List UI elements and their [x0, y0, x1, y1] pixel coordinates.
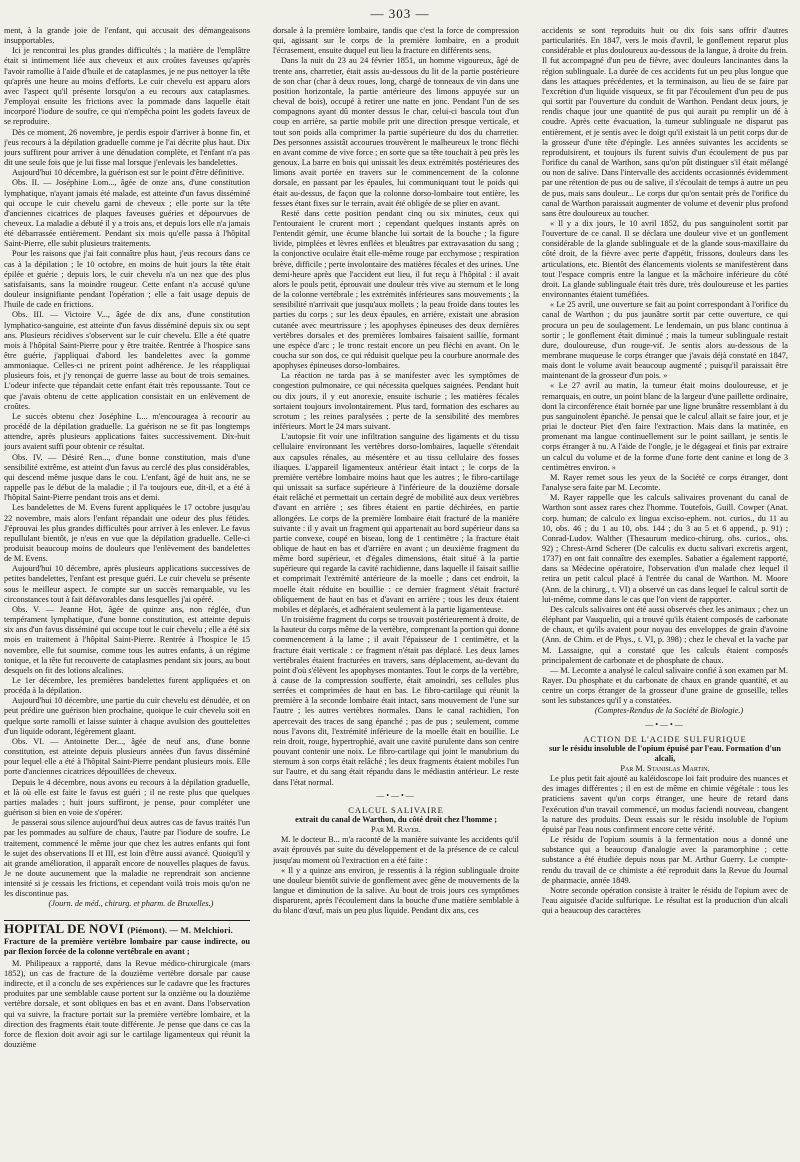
paragraph: Les bandelettes de M. Evens furent appliquées le 17 octobre jusqu'au 22 novembre, mais alors l'enfant répandait une odeur des plus fétides. J'éprouvai les plus grandes difficultés pour arriver à les enlever. Le favus repullulant bientôt, je n'eus en vue que la dépilation graduelle. Celle-ci produisit beaucoup moins de douleurs que l'enlèvement des bandelettes de M. Evens. [4, 503, 250, 564]
source-citation: (Comptes-Rendus de la Société de Biologie.) [594, 706, 744, 716]
ornament-divider: —•—•— [376, 790, 416, 800]
column-middle [273, 26, 519, 1156]
paragraph: Des calculs salivaires ont été aussi observés chez les animaux ; chez un éléphant par Vauquelin, qui a trouvé qu'ils étaient composés de carbonate de chaux, et qu'ils avaient pour noyau des enveloppes de grain d'avoine (Ann. de Chim. et de Phys., t. VI, p. 398) ; chez le cheval et la vache par M. Lassaigne, qui a constaté que les calculs étaient composés principalement de carbonate et de phosphate de chaux. [542, 604, 788, 665]
article-title: Fracture de la première vertèbre lombaire par cause indirecte, ou par flexion forcée de la colonne vertébrale en avant ; [4, 936, 250, 956]
paragraph: Un troisième fragment du corps se trouvait postérieurement à droite, de la hauteur du corps même de la vertèbre, comprenant la portion qui donne commencement à la lame ; il avait l'épaisseur de 1 centimètre, et la fracture était verticale : ce fragment n'était pas déplacé. Les deux lames vertébrales étaient fracturées en travers, sans déplacement, au-devant du point d'où s'élèvent les apophyses montantes. Tout le corps de la vertèbre, à cause de la compression soufferte, était amoindri, ses cellules plus serrées et comprimées de haut en bas. Le fibro-cartilage qui réunit la première à la seconde lombaire était intact, sans mouvement de l'une sur l'autre ; les autres vertèbres normales. Dans le canal rachidien, l'on apercevait des traces de sang épanché ; pas de pus ; seulement, comme nous l'avons dit, l'extrémité inférieure de la moelle était en bouillie. Le rein droit, rouge, hypertrophié, avait une cavité purulente dans son centre pouvant contenir une noix. Le fibro-cartilage qui joint le manubrium du sternum à son corps était relâché ; les deux fragments étaient mobiles l'un sur l'autre, et du sang était répandu dans le médiastin antérieur. Le reste dans l'état normal. [273, 615, 519, 787]
paragraph: Pour les raisons que j'ai fait connaître plus haut, j'eus recours dans ce cas à la dépilation ; le 10 octobre, en moins de huit jours la tête était épilée et guérie ; depuis lors, le cuir chevelu n'a un nez que des plus satisfaisants, sans la moindre rougeur. Cette enfant n'a accusé qu'une douleur insignifiante pendant l'opération ; elle a fait usage depuis de l'huile de cade en frictions. [4, 249, 250, 310]
paragraph: M. Rayer rappelle que les calculs salivaires provenant du canal de Warthon sont assez rares chez l'homme. Toutefois, Guill. Cowper (Anat. corp. human; de calculo ex lingua exciso-ephem. not. curios., du 11 au 10, obs. 46 ; du 1 au 10, obs. 144 ; du 3 au 5 et 6 append., p. 91) ; Conrad-Ludov. Walther (Thesaurum medico-chirurg. obs. curios., obs. 92) ; Chrest-Arnd Scherer (De calculis ex ductu salivari excretis argent, 1737) en ont fait connaître des exemples. Sabatier a également rapporté, dans sa Médecine opératoire, l'observation d'un malade chez lequel il retira un petit calcul placé à l'entrée du canal de Warthon. M. Moore (Ann. de la chirurg., t. VI) a observé un cas dans lequel le calcul sortit de lui-même, comme dans le cas que l'on vient de rapporter. [542, 493, 788, 604]
section-heading: CALCUL SALIVAIRE [348, 804, 444, 815]
paragraph: Depuis le 4 décembre, nous avons eu recours à la dépilation graduelle, et là où elle est faite le favus est guéri ; il ne reste plus que quelques parties malades ; huit jours suffiront, je pense, pour compléter une guérison si bien en voie de s'opérer. [4, 777, 250, 818]
section-subtitle: (Piémont). — M. Melchiori. [127, 924, 233, 935]
column-left-body [4, 26, 250, 899]
paragraph: Le succès obtenu chez Joséphine L... m'encouragea à recourir au procédé de la dépilation graduelle. La guérison ne se fit pas longtemps attendre, après plusieurs applications faites successivement. Dix-huit jours avaient suffi pour obtenir ce résultat. [4, 411, 250, 452]
paragraph: Obs. V. — Jeanne Hot, âgée de quinze ans, non réglée, d'un tempérament lymphatique, d'une bonne constitution, est atteinte depuis six ans d'un favus disséminé qui occupe tout le cuir chevelu ; elle a été six mois en traitement à l'hôpital Saint-Pierre. Rentrée à l'hospice le 15 novembre, elle fut soumise, comme tous les autres enfants, à un régime tonique, et la tête fut recouverte de cataplasmes pendant six jours, au bout desquels on fit des lotions alcalines. [4, 604, 250, 675]
paragraph: Notre seconde opération consiste à traiter le résidu de l'opium avec de l'eau aiguisée d'acide sulfurique. Le résultat est la production d'un alcali qui a beaucoup des caractères [542, 885, 788, 916]
column-middle-body [273, 26, 519, 788]
article-author: Par M. Rayer. [371, 825, 421, 835]
paragraph: M. Rayer remet sous les yeux de la Société ce corps étranger, dont l'analyse sera faite par M. Lecomte. [542, 472, 788, 493]
paragraph: « Il y a dix jours, le 10 avril 1852, du pus sanguinolent sortit par l'ouverture de ce canal. Il se déclara une douleur vive et un gonflement considérable de la glande sublinguale et de la glande sous-maxillaire du côté droit, de la fièvre avec perte d'appétit, frissons, douleurs dans les articulations, etc. Bientôt des élancements violents se manifestèrent dans tout l'espace compris entre la langue et la mâchoire inférieure du côté droit. La glande sublinguale était très dure, très douloureuse et les parties environnantes étaient tuméfiées. [542, 218, 788, 300]
paragraph: « Le 25 avril, une ouverture se fait au point correspondant à l'orifice du canal de Warthon ; du pus jaunâtre sortit par cette ouverture, ce qui procura un peu de soulagement. Le lendemain, un pus blanc continua à sortir ; le gonflement était diminué ; mais la tumeur sublinguale restait dure, douloureuse, d'un rouge-vif. Je sentis alors au-dessous de la membrane muqueuse le corps étranger que j'avais déjà constaté en 1847, mais dont le volume avait beaucoup augmenté ; puisqu'il paraissait être maintenant de la grosseur d'un pois. » [542, 300, 788, 381]
article-title: sur le résidu insoluble de l'opium épuisé par l'eau. Formation d'un alcali, [549, 743, 781, 763]
paragraph: Dès ce moment, 26 novembre, je perdis espoir d'arriver à bonne fin, et j'eus recours à la dépilation graduelle comme je l'ai décrite plus haut. Dix jours suffirent pour arriver à une dénudation complète, et l'enfant n'a pas dit une seule fois que je lui fisse mal lorsque j'enlevais les bandelettes. [4, 127, 250, 168]
paragraph: ment, à la grande joie de l'enfant, qui accusait des démangeaisons insupportables. [4, 26, 250, 46]
paragraph: Aujourd'hui 10 décembre, une partie du cuir chevelu est dénudée, et on peut prédire une guérison bien prochaine, quoique le cuir chevelu soit en quelque sorte ramolli et laisse suinter à chaque avulsion des gouttelettes d'un liquide odorant, légèrement glaant. [4, 696, 250, 736]
paragraph: « Le 27 avril au matin, la tumeur était moins douloureuse, et je remarquais, en outre, un point blanc de la largeur d'une paillette ordinaire, dont la circonférence était bornée par une ligne brunâtre ressemblant à du pus sanguinolent épanché. Je pensai que le calcul allait se faire jour, et je priai le docteur Piet d'en faire l'extraction. Mais dans la matinée, en promenant ma langue continuellement sur le point saillant, je sentis le corps étranger à nu. A l'aide de l'ongle, je le dégageai et finis par extraire un calcul du volume et de la forme d'une forte dent canine et long de 3 centimètres environ. » [542, 381, 788, 472]
paragraph: accidents se sont reproduits huit ou dix fois sans offrir d'autres particularités. En 1847, vers le mois d'avril, le gonflement reparut plus considérable et plus douloureux au-dessous de la langue, à droite du frein. Il fut accompagné d'un peu de fièvre, avec douleurs lancinantes dans la région sublinguale. La durée de ces accidents fut un peu plus longue que dans les attaques précédentes, et la terminaison, au lieu de se faire par l'excrétion d'un liquide visqueux, se fit par l'écoulement d'un peu de pus qui sortit par l'ouverture du conduit de Warthon. Pendant deux jours, je rendis chaque jour une quantité de pus qui aurait pu remplir un dé à coudre. Après cette évacuation, la tumeur sublinguale ne disparut pas entièrement, et je sentis avec le doigt qu'il existait là un petit corps dur de la grosseur d'une tête d'épingle. Les années suivantes les accidents se reproduisirent, et toujours ils furent suivis d'un écoulement de pus par l'orifice du canal de Warthon, sans qu'on pût distinguer s'il était mélangé ou non de salive. Dans l'intervalle des accidents occasionnés évidemment par une rétention de pus ou de salive, il s'écoulait de temps à autre un peu de pus, mais sans douleur... Le corps dur qu'on sentait près de l'orifice du canal de Warthon paraissait augmenter de volume et devenir plus profond sans être douloureux au toucher. [542, 26, 788, 218]
paragraph: La réaction ne tarda pas à se manifester avec les symptômes de congestion pulmonaire, ce qui nécessita quelques saignées. Pendant huit ou dix jours, il y eut anorexie, ensuite ischurie ; les matières fécales sortaient toujours involontairement. Plus tard, formation des eschares au scrotum ; les reines paralysées ; perte de la sensibilité des membres inférieurs. Mort le 24 mars suivant. [273, 371, 519, 432]
paragraph: Aujourd'hui 10 décembre, la guérison est sur le point d'être définitive. [12, 168, 245, 178]
paragraph: Dans la nuit du 23 au 24 février 1851, un homme vigoureux, âgé de trente ans, charretier, était assis au-dessous du lit de la partie postérieure de son char (char à deux roues, long, chargé de tonneaux de vin dans une position horizontale, la partie antérieure des limons appuyée sur un cheval de bois), occupé à retirer une natte en jonc. Pendant l'un de ses compagnons ayant dû monter dessus le char, celui-ci bascula tout d'un coup en arrière, sa partie mobile prit une direction presque verticale, et tout son poids alla comprimer la partie supérieure du dos du charretier. Des personnes assistât accourues trouvèrent le malheureux le tronc fléchi en avant comme de vive force ; en sorte que sa tête touchait à peu près les genoux. La barre en bois qui unissait les deux extrémités postérieures des limons avait portée en travers sur le commencement de la colonne dorsale, en passant par les épaules, lui communiquant tout le poids qui était au-dessus, de façon que la colonne dorso-lombaire tout entière, les fesses étant fixes sur le terrain, avait été obligée de se plier en avant. [273, 56, 519, 208]
paragraph: Aujourd'hui 10 décembre, après plusieurs applications successives de petites bandelettes, l'enfant est presque guéri. Le cuir chevelu se présente sous le meilleur aspect. Je compte sur un succès remarquable, vu les circonstances tout à fait défavorables dans lesquelles j'ai opéré. [4, 564, 250, 604]
column-left [4, 26, 250, 1156]
article-title: extrait du canal de Warthon, du côté droit chez l'homme ; [295, 815, 497, 825]
paragraph: Obs. IV. — Désiré Ren..., d'une bonne constitution, mais d'une sensibilité extrême, est atteint d'un favus au cerclé des plus considérables, qui descend même jusque dans le cou. L'enfant, âgé de huit ans, ne se rappelle pas le début de la maladie ; il l'a toujours eue, dit-il, et a été à l'hôpital Saint-Pierre pendant trois ans et demi. [4, 452, 250, 503]
paragraph: Resté dans cette position pendant cinq ou six minutes, ceux qui l'entouraient le crurent mort ; cependant quelques instants après on l'entendit gémir, une écume blanche lui sortait de la bouche ; la figure livide, pimplées et lèvres enflées et bleuâtres par extravasation du sang ; la conjonctive oculaire était elle-même rouge par ecchymose ; respiration brève, difficile ; perte involontaire des matières fécales et des urines. Une demi-heure après que l'accident eut lieu, il fut reçu à l'hôpital : il avait alors le pouls petit, éprouvait une douleur très vive au sternum et le long de la colonne vertébrale ; les extrémités inférieures sans mouvements ; la sensibilité n'arrivait que jusqu'aux mollets ; la peau froide dans toutes les parties du corps ; sur les deux épaules, en arrière, existait une abrasion cutanée avec meurtrissure ; les apophyses épineuses des deux dernières vertèbres dorsales et des premières lombaires faisaient saillie, formant une espèce d'arc ; le tronc restait encore un peu fléchi en avant. On le coucha sur son dos, ce qui réduisit quelque peu la courbure anormale des apophyses épineuses dorso-lombaires. [273, 208, 519, 371]
column-right-body [542, 26, 788, 706]
paragraph: Le résidu de l'opium soumis à la fermentation nous a donné une substance qui a beaucoup d'analogie avec la paramorphine ; cette substance a été étudiée depuis nous par M. Arthur Guerry. Le compte-rendu du travail de ce chimiste a été reproduit dans la Revue du Journal de pharmacie, année 1849. [542, 835, 788, 885]
paragraph: Obs. III. — Victoire V..., âgée de dix ans, d'une constitution lymphatico-sanguine, est atteinte d'un favus disséminé depuis six ou sept ans. Plusieurs récidives s'observent sur le cuir chevelu. Elle a été quatre mois à l'hôpital Saint-Pierre pour y être traitée. Rentrée à l'hospice sans être guérie, j'appliquai d'abord les bandelettes avec la gomme ammoniaque. Celles-ci ne prirent point adhérence. Je les réappliquai plusieurs fois, et j'y renonçai de guerre lasse au bout de trois semaines. L'odeur infecte que répandait cette enfant était très repoussante. Tout ce que j'avais obtenu de cette application consistait en un enlèvement de croûtes. [4, 310, 250, 411]
article-author: Par M. Stanislas Martin. [620, 763, 710, 773]
paragraph: « Il y a quinze ans environ, je ressentis à la région sublinguale droite une douleur bientôt suivie de gonflement avec gêne de mouvements de la langue et diminution de la salive. Au bout de trois jours ces symptômes disparurent, après l'écoulement dans la bouche d'une matière semblable à du blanc d'œuf, mais un peu plus liquide. Pendant dix ans, ces [273, 865, 519, 916]
paragraph: Le plus petit fait ajouté au kaléidoscope loi fait produire des nuances et des images différentes ; il en est de même en chimie végétale : tous les praticiens savent qu'un corps étranger, une heure de retard dans l'exécution d'un travail commencé, un modus faciendi nouveau, changent la nature des produits. Deux essais sur le résidu insoluble de l'opium épuisé par l'eau nous confirment encore cette vérité. [542, 774, 788, 834]
page-number: — 303 — [370, 6, 430, 21]
article-body [4, 959, 250, 1050]
paragraph: — M. Lecomte a analysé le calcul salivaire confié à son examen par M. Rayer. Du phosphate et du carbonate de chaux en grande quantité, et au centre un corps étranger de la grosseur d'une graine de groseille, telles sont les substances qu'il y a constatées. [542, 665, 788, 706]
paragraph: dorsale à la première lombaire, tandis que c'est la force de compression qui, agissant sur le corps de la première lombaire, en a produit l'écrasement, ensuite duquel eut lieu la fracture en différents sens. [273, 26, 519, 56]
section-heading: ACTION DE L'ACIDE SULFURIQUE [583, 733, 747, 744]
source-citation: (Journ. de méd., chirurg. et pharm. de Bruxelles.) [48, 899, 214, 909]
paragraph: Le 1er décembre, les premières bandelettes furent appliquées et on procéda à la dépilation. [4, 676, 250, 696]
column-right [542, 26, 788, 1156]
section-title-text: HOPITAL DE NOVI [4, 920, 124, 936]
paragraph: L'autopsie fit voir une infiltration sanguine des ligaments et du tissu cellulaire environnant les vertèbres dorso-lombaires, laquelle s'étendait aux capsules rénales, au mésentère et au tissu cellulaire des fosses iliaques. L'appareil ligamenteux antérieur était intact ; le corps de la première vertèbre lombaire moins haut que les autres ; le fibro-cartilage qui unissait sa surface supérieure à l'inférieure de la douzième dorsale était relâché et permettait un certain degré de mobilité aux deux vertèbres d'avant en arrière ; ses fibres étaient en partie déchirées, en partie allongées. Le corps de la première lombaire était fracturé de la manière suivante : il y avait un fragment qui appartenait au bord supérieur dans sa partie convexe, coupé en biseau, long de 1 centimètre ; la fracture était oblique de haut en bas et d'arrière en avant ; un deuxième fragment du même bord supérieur, et d'égales dimensions, était situé à la partie supérieure qui regarde la cavité rachidienne, dans laquelle il faisait saillie et comprimait l'extrémité antérieure de la moelle ; dans cet endroit, la moelle était réduite en bouillie : ce dernier fragment s'était fracturé obliquement de haut en bas et d'avant en arrière ; tous les deux étaient mobiles et déplacés, et adhéraient seulement à la partie ligamenteuse. [273, 432, 519, 614]
paragraph: Obs. II. — Joséphine Lom..., âgée de onze ans, d'une constitution lymphatique, n'ayant jamais été malade, est atteinte d'un favus disséminé qui occupe le cuir chevelu garni de cheveux ; elle porte sur la tête d'anciennes cicatrices de plaques faveuses guéries et dépourvues de cheveux. La maladie a débuté il y a trois ans, et depuis lors elle n'a jamais été débarrassée entièrement. Pendant six mois qu'elle passa à l'hôpital Saint-Pierre, elle subit plusieurs traitements. [4, 178, 250, 249]
ornament-divider: —•—•— [645, 719, 685, 729]
article-body [542, 774, 788, 916]
paragraph: Obs. VI. — Antoinette Der..., âgée de neuf ans, d'une bonne constitution, est atteinte depuis plusieurs années d'un favus disséminé pour lequel elle a été à l'hôpital Saint-Pierre pendant plusieurs mois. Elle porte d'anciennes cicatrices dépouillées de cheveux. [4, 736, 250, 777]
paragraph: M. Philipeaux a rapporté, dans la Revue médico-chirurgicale (mars 1852), un cas de fracture de la douzième vertèbre dorsale par cause indirecte, et il a conclu de ses expériences sur le cadavre que les fractures produites par une semblable cause portent sur la onzième ou la douzième vertèbre dorsale, et sont obliques en bas et en avant. Dans l'observation qui va suivre, la fracture portait sur la première vertèbre lombaire, et la direction des fragments était toute différente. Je pense que dans ce cas la force de flexion doit avoir agi sur le cartilage ligamenteux qui réunit la douzième [4, 958, 250, 1049]
paragraph: M. le docteur B... m'a raconté de la manière suivante les accidents qu'il avait éprouvés par suite du développement et de la présence de ce calcul jusqu'au moment où l'extraction en a été faite : [273, 835, 519, 865]
section-title [4, 920, 250, 935]
paragraph: Je passerai sous silence aujourd'hui deux autres cas de favus traités l'un par les pommades au sulfure de chaux, l'autre par l'iodure de soufre. Le traitement, commencé le même jour que chez les autres enfants qui font le sujet des observations II et III, est loin d'être aussi avancé. Quoiqu'il y ait grande amélioration, il apparaît encore de nouvelles plaques de favus. Je ne doute aucunement que la maladie ne reprendrait son ancienne intensité si je cessais les frictions, et cependant voilà trois mois qu'on ne les discontinue pas. [4, 818, 250, 899]
paragraph: Ici je rencontrai les plus grandes difficultés ; la matière de l'emplâtre était si intimement liée aux cheveux et aux croûtes faveuses qu'après l'avoir ramollie à l'aide d'huile et de cataplasmes, je ne pus nettoyer la tête qu'après une heure au moins d'efforts. Le cuir chevelu est apparu alors avec l'aspect qu'il présente lorsqu'on a eu recours aux cataplasmes. J'employai ensuite les frictions avec la pommade dans laquelle était incorporé l'iodure de soufre, ce qui n'empêcha point les godets faveux de se reproduire. [4, 46, 250, 127]
article-body [273, 835, 519, 916]
